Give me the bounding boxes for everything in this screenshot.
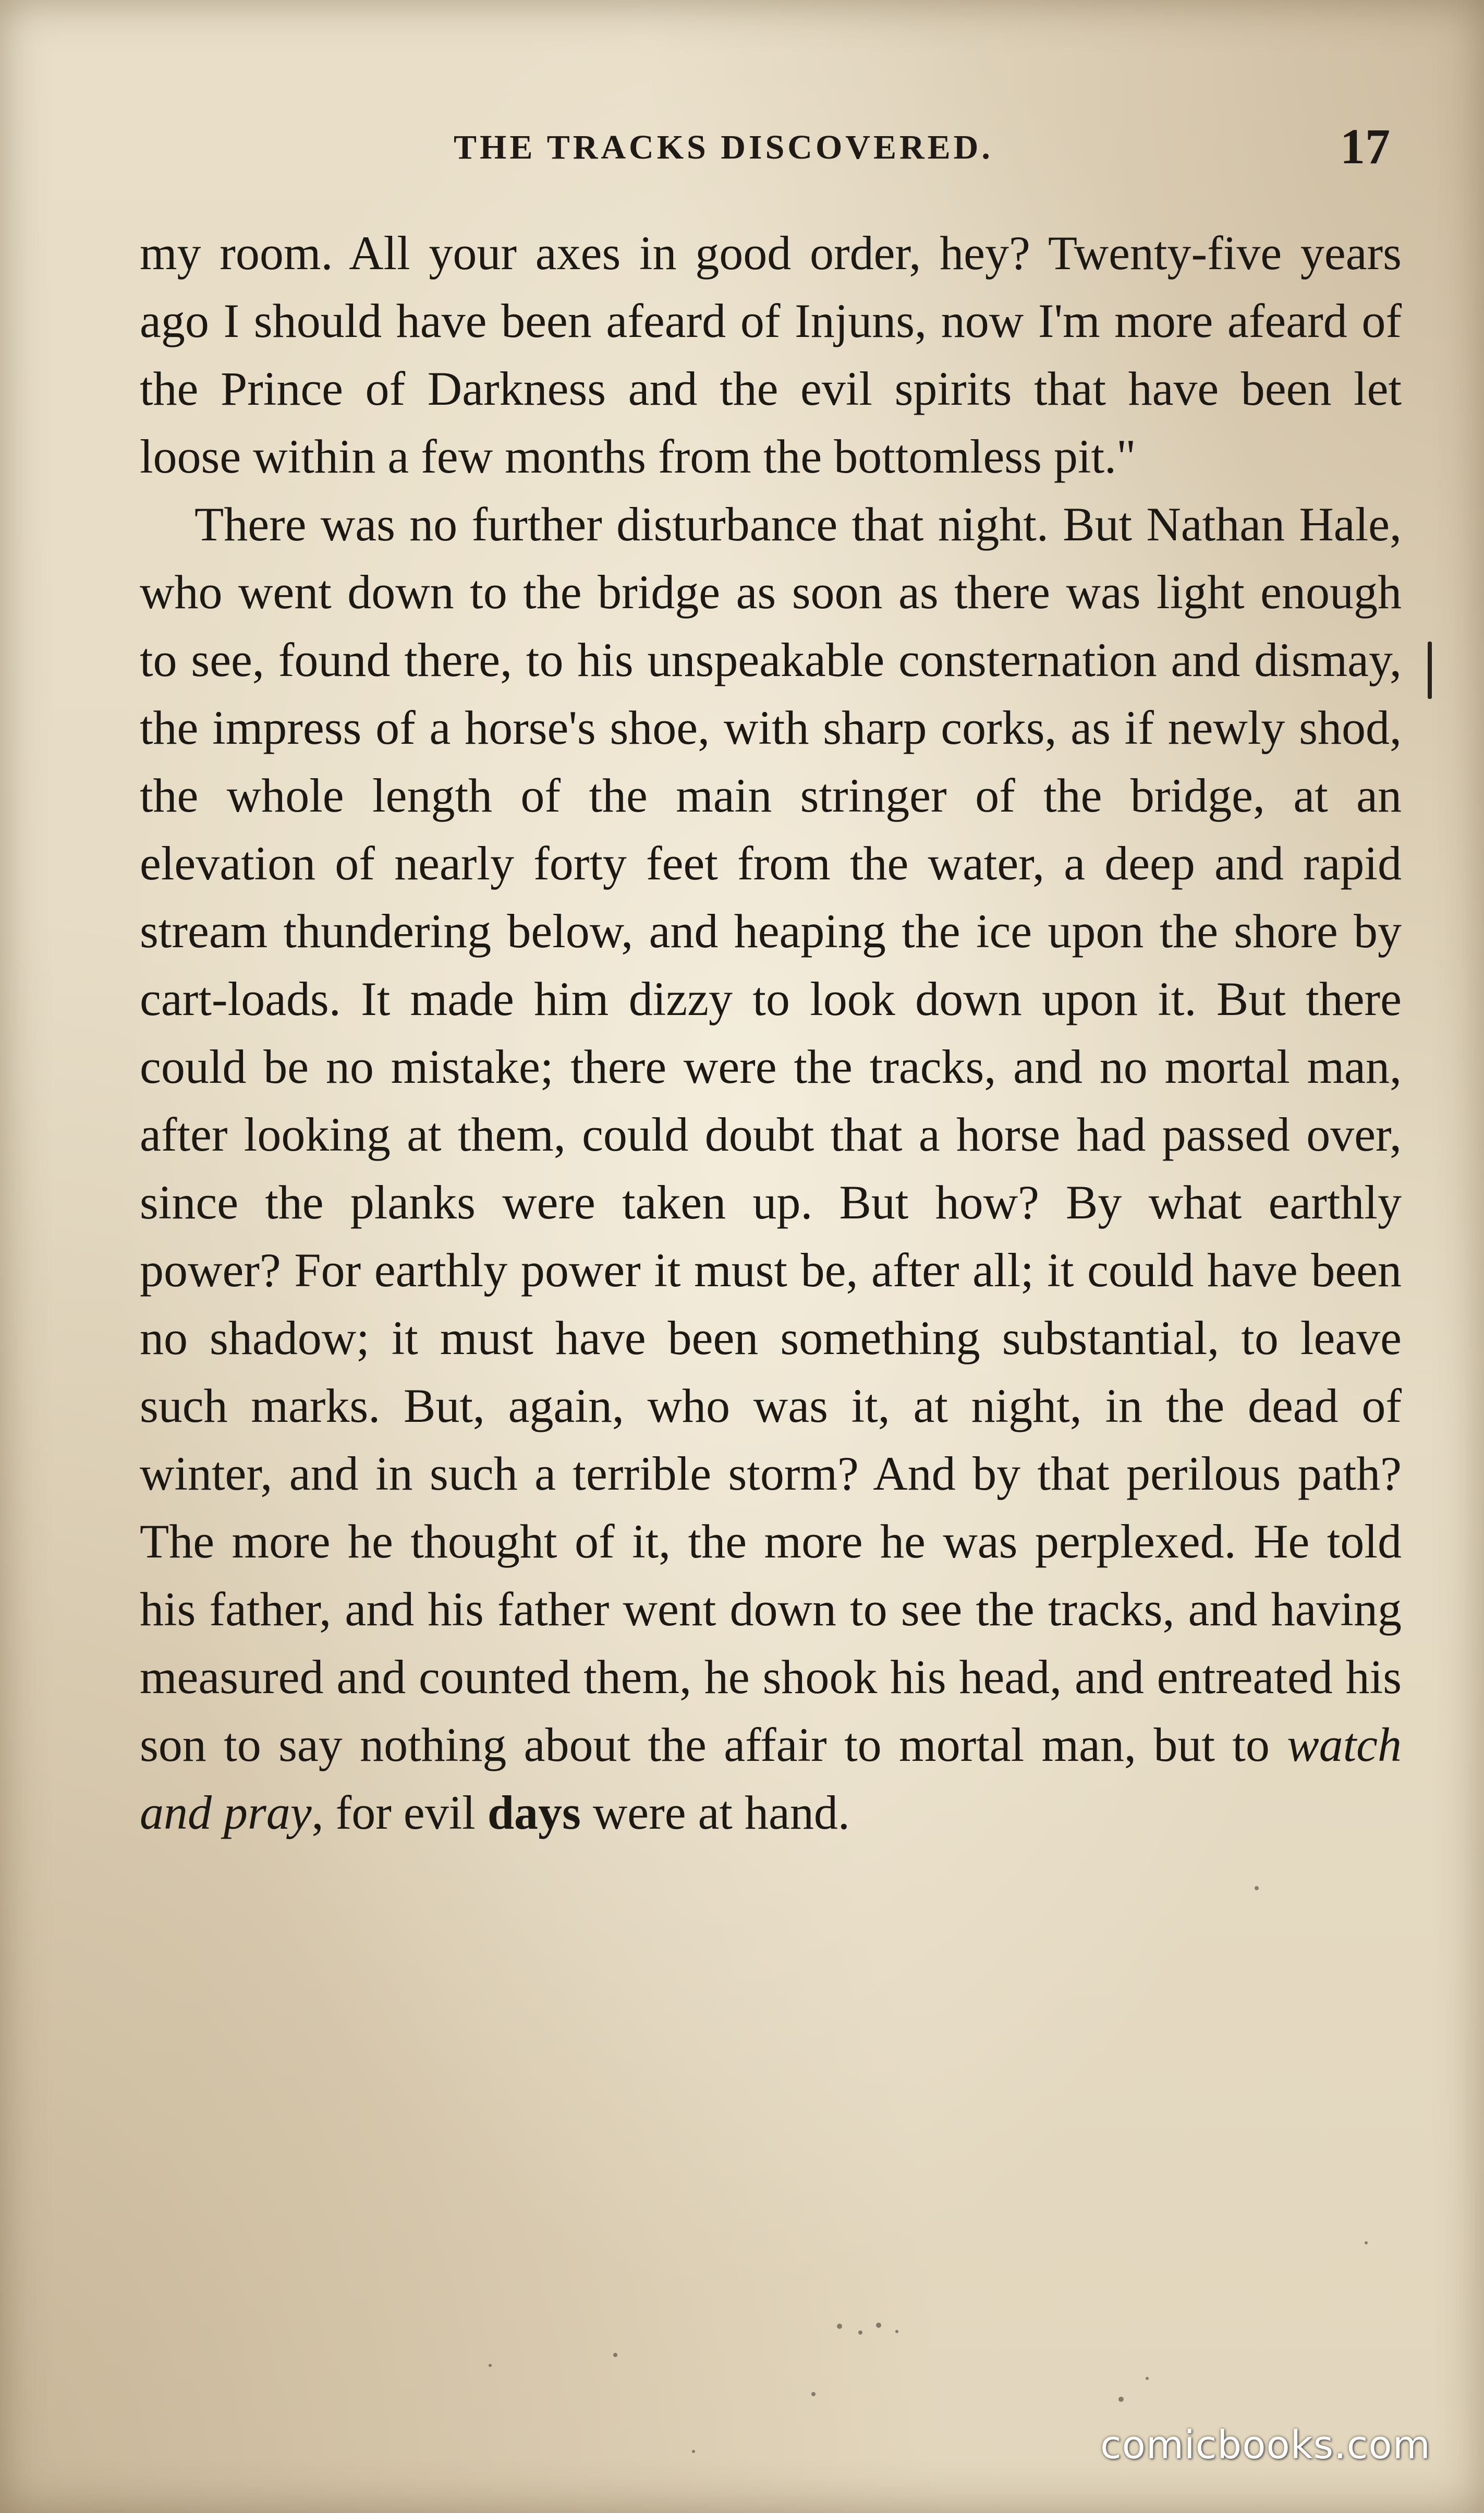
margin-ink-mark — [1428, 642, 1432, 699]
watermark: comicbooks.com — [1100, 2423, 1431, 2468]
bold-word: days — [487, 1786, 581, 1839]
body-text — [140, 219, 1402, 1846]
running-head — [0, 117, 1484, 175]
paragraph-1: my room. All your axes in good order, hey? Twenty-five years ago I should have been afeard of Injuns, now I'm more afeard of the Prince of Darkness and the evil spirits that have been let loose within a few months from the bottomless pit." — [140, 226, 1402, 483]
paragraph-2-text-cont: , for evil — [311, 1786, 488, 1839]
italic-emphasis: watch and pray — [140, 1718, 1402, 1839]
paragraph-2-text-end: were at hand. — [580, 1786, 850, 1839]
paragraph-2 — [140, 490, 1402, 1846]
page-number: 17 — [1340, 118, 1390, 174]
running-title: THE TRACKS DISCOVERED. — [454, 128, 993, 166]
paragraph-2-text: There was no further disturbance that night. But Nathan Hale, who went down to the bridge as soon as there was light enough to see, found there, to his unspeakable consternation and dismay, the impress of a horse's shoe, with sharp corks, as if newly shod, the whole length of the main stringer of the bridge, at an elevation of nearly forty feet from the water, a deep and rapid stream thundering below, and heaping the ice upon the shore by cart-loads. It made him dizzy to look down upon it. But there could be no mistake; there were the tracks, and no mortal man, after looking at them, could doubt that a horse had passed over, since the planks were taken up. But how? By what earthly power? For earthly power it must be, after all; it could have been no shadow; it must have been something substantial, to leave such marks. But, again, who was it, at night, in the dead of winter, and in such a terrible storm? And by that perilous path? The more he thought of it, the more he was perplexed. He told his father, and his father went down to see the tracks, and having measured and counted them, he shook his head, and entreated his son to say nothing about the affair to mortal man, but to — [140, 498, 1402, 1771]
